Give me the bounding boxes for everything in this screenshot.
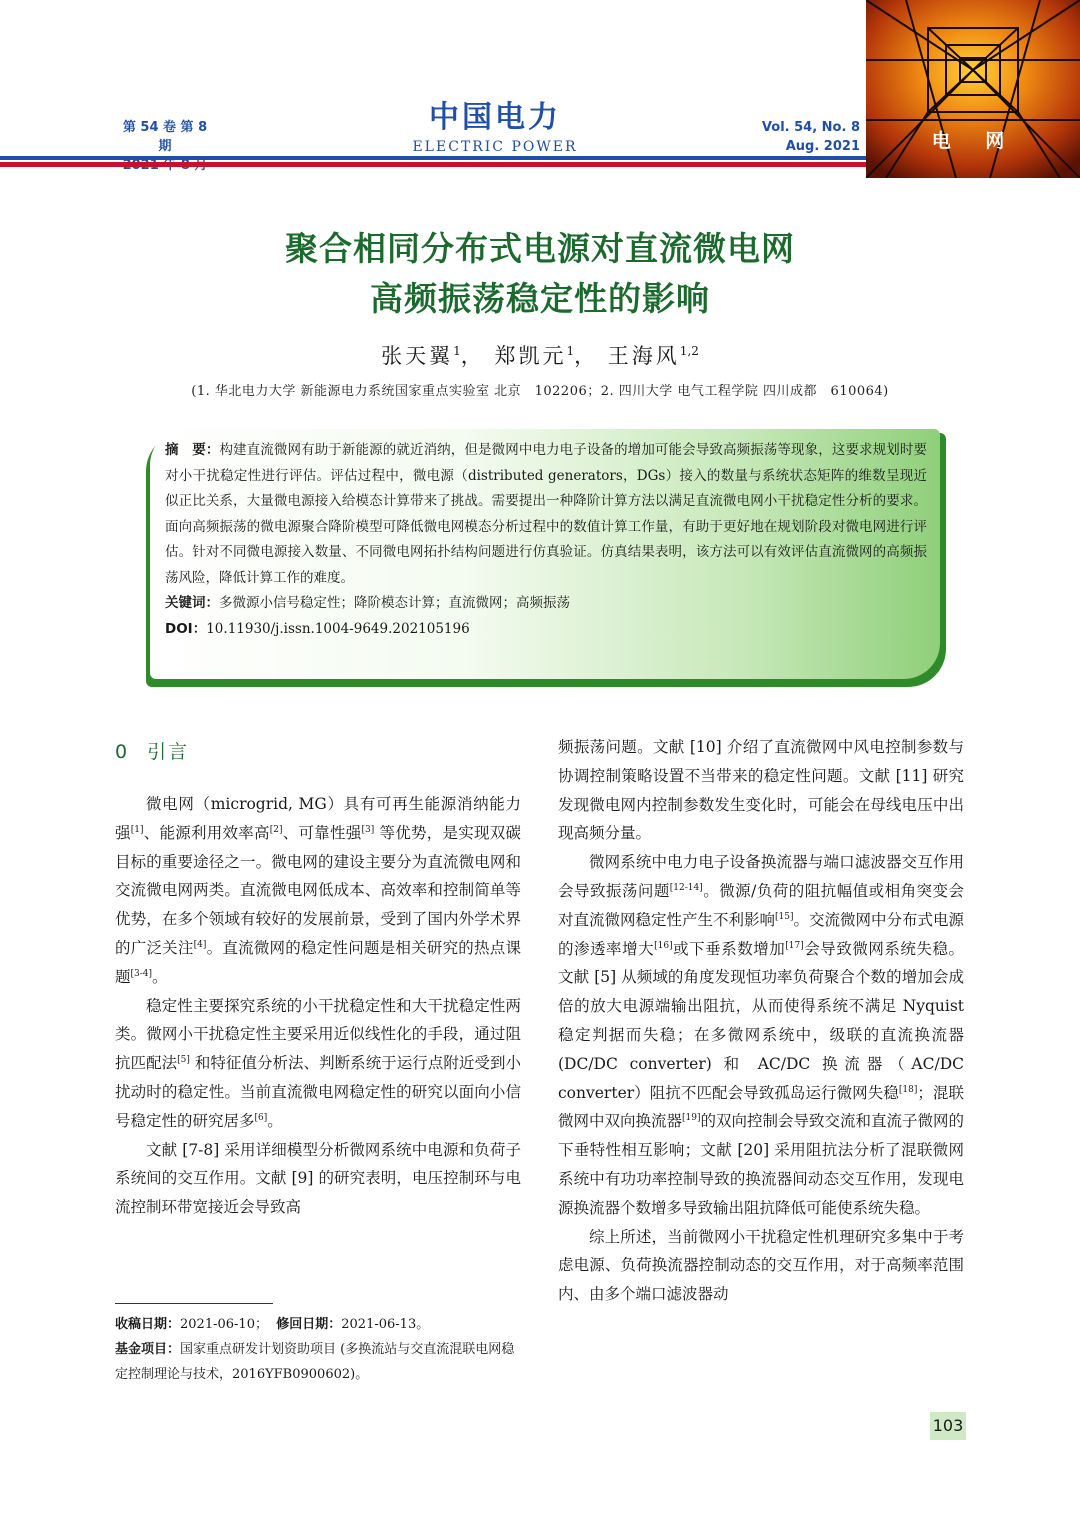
footnote: [115, 1312, 525, 1387]
footnote-dates: [115, 1312, 525, 1337]
citation-ref[interactable]: [3-4]: [130, 968, 153, 979]
footnote-rule: [115, 1303, 273, 1304]
keywords-text: 多微源小信号稳定性；降阶模态计算；直流微网；高频振荡: [219, 595, 570, 611]
article-title-line2: 高频振荡稳定性的影响: [370, 279, 710, 318]
citation-ref[interactable]: [15]: [775, 911, 794, 922]
received-label: 收稿日期：: [115, 1317, 181, 1332]
body-text-run: 文献 [7-8] 采用详细模型分析微网系统中电源和负荷子系统间的交互作用。文献 [9] 的研究表明，电压控制环与电流控制环带宽接近会导致高: [115, 1140, 521, 1217]
revised-label: 修回日期：: [276, 1317, 342, 1332]
author-affil-sup: 1: [453, 344, 461, 358]
author-separator: ，: [574, 344, 599, 368]
body-column-right: [558, 733, 964, 1309]
header-rule-red: [0, 162, 866, 167]
section-number: 0: [115, 741, 130, 763]
journal-name-cn: 中国电力: [429, 100, 561, 135]
abstract-content: [165, 438, 927, 642]
footnote-fund: [115, 1337, 525, 1387]
body-text-run: ；混联微网中双向换流器: [558, 1083, 964, 1131]
header-rule-blue: [0, 156, 866, 160]
citation-ref[interactable]: [17]: [785, 940, 804, 951]
citation-ref[interactable]: [12-14]: [669, 882, 703, 893]
abstract-label: 摘 要：: [165, 442, 220, 458]
author-name: 郑凯元: [494, 344, 567, 368]
citation-ref[interactable]: [5]: [177, 1055, 190, 1066]
citation-ref[interactable]: [1]: [130, 824, 144, 835]
citation-ref[interactable]: [6]: [254, 1112, 268, 1123]
doi-label: DOI：: [165, 620, 207, 637]
body-paragraph: [558, 733, 964, 848]
abstract-paragraph: [165, 438, 927, 591]
body-text-run: 频振荡问题。文献 [10] 介绍了直流微网中风电控制参数与协调控制策略设置不当带来的稳定性问题。文献 [11] 研究发现微电网内控制参数发生变化时，可能会在母线电压中出现高频分量。: [558, 738, 964, 843]
affiliations: (1. 华北电力大学 新能源电力系统国家重点实验室 北京 102206；2. 四川大学 电气工程学院 四川成都 610064): [191, 384, 889, 399]
body-text-run: 。: [267, 1111, 283, 1130]
body-text-run: 微网系统中电力电子设备换流器与端口滤波器交互作用会导致振荡问题: [558, 853, 964, 900]
body-text-run: 综上所述，当前微网小干扰稳定性机理研究多集中于考虑电源、负荷换流器控制动态的交互作用，对于高频率范围内、由多个端口滤波器动: [558, 1227, 964, 1304]
author-separator: ，: [460, 344, 485, 368]
body-text-run: 的双向控制会导致交流和直流子微网的下垂特性相互影响；文献 [20] 采用阻抗法分析了混联微网系统中有功功率控制导致的换流器间动态交互作用，发现电源换流器个数增多导致输出阻抗降低可能使系统失稳。: [558, 1112, 965, 1217]
abstract-text: 构建直流微网有助于新能源的就近消纳，但是微网中电力电子设备的增加可能会导致高频振荡等现象，这要求规划时要对小干扰稳定性进行评估。评估过程中，微电源（distributed generators，DGs）接入的数量与系统状态矩阵的维数呈现近似正比关系，大量微电源接入给模态计算带来了挑战。需要提出一种降阶计算方法以满足直流微电网小干扰稳定性分析的要求。面向高频振荡的微电源聚合降阶模型可降低微电网模态分析过程中的数值计算工作量，有助于更好地在规划阶段对微电网进行评估。针对不同微电源接入数量、不同微电网拓扑结构问题进行仿真验证。仿真结果表明，该方法可以有效评估直流微网的高频振荡风险，降低计算工作的难度。: [165, 442, 927, 586]
issue-number-en: Vol. 54, No. 8: [761, 120, 860, 135]
citation-ref[interactable]: [18]: [898, 1084, 918, 1095]
body-text-run: 微电网（microgrid, MG）具有可再生能源消纳能力强: [115, 795, 521, 842]
fund-label: 基金项目：: [115, 1342, 181, 1357]
received-date: 2021-06-10；: [180, 1317, 268, 1332]
revised-date: 2021-06-13。: [341, 1317, 430, 1332]
article-title: [140, 224, 940, 324]
doi-link[interactable]: 10.11930/j.issn.1004-9649.202105196: [206, 620, 470, 637]
journal-name-en: ELECTRIC POWER: [412, 139, 578, 155]
citation-ref[interactable]: [16]: [654, 940, 673, 951]
author-name: 张天翼: [381, 344, 454, 368]
body-text-run: 、能源利用效率高: [143, 823, 270, 842]
section-title: 引言: [147, 741, 190, 763]
issue-info-en: [760, 118, 860, 156]
issue-date-en: Aug. 2021: [785, 139, 860, 154]
body-text-run: 、可靠性强: [282, 823, 362, 842]
keywords-label: 关键词：: [165, 595, 219, 611]
citation-ref[interactable]: [4]: [193, 939, 207, 950]
body-text-run: 。交流微网中分布式电源的渗透率增大: [558, 910, 965, 958]
author-list: [140, 340, 940, 370]
fund-text: 国家重点研发计划资助项目 (多换流站与交直流混联电网稳定控制理论与技术，2016YFB0900602)。: [115, 1342, 515, 1382]
body-text-run: 等优势，是实现双碳目标的重要途径之一。微电网的建设主要分为直流微电网和交流微电网两类。直流微电网低成本、高效率和控制简单等优势，在多个领域有较好的发展前景，受到了国内外学术界的广泛关注: [115, 823, 521, 957]
author-name: 王海风: [607, 344, 680, 368]
body-text-run: 。微源/负荷的阻抗幅值或相角突变会对直流微网稳定性产生不利影响: [558, 881, 964, 929]
body-text-run: 。直流微网的稳定性问题是相关研究的热点课题: [115, 938, 521, 986]
body-paragraph: [558, 1223, 964, 1309]
article-title-line1: 聚合相同分布式电源对直流微电网: [285, 229, 795, 268]
body-text-run: 。: [152, 967, 168, 986]
doi-line: [165, 617, 927, 643]
body-paragraph: [115, 790, 521, 992]
citation-ref[interactable]: [19]: [682, 1113, 701, 1124]
citation-ref[interactable]: [2]: [269, 824, 283, 835]
section-heading: [115, 737, 189, 764]
issue-number-cn: 第 54 卷 第 8 期: [122, 120, 208, 154]
body-paragraph: [115, 1136, 521, 1222]
body-text-run: 稳定性主要探究系统的小干扰稳定性和大干扰稳定性两类。微网小干扰稳定性主要采用近似线性化的手段，通过阻抗匹配法: [115, 996, 521, 1073]
citation-ref[interactable]: [3]: [361, 824, 375, 835]
body-paragraph: [558, 848, 964, 1222]
body-text-run: 会导致微网系统失稳。文献 [5] 从频域的角度发现恒功率负荷聚合个数的增加会成倍的放大电源端输出阻抗，从而使得系统不满足 Nyquist 稳定判据而失稳；在多微网系统中，级联的直流换流器 (DC/DC converter) 和 AC/DC 换流器（AC/DC converter）阻抗不匹配会导致孤岛运行微网失稳: [558, 939, 964, 1102]
section-tag: 电 网: [931, 130, 1019, 152]
page-number: 103: [930, 1412, 966, 1440]
body-text-run: 或下垂系数增加: [672, 939, 786, 958]
author-affil-sup: 1: [566, 344, 575, 358]
keywords-line: [165, 591, 927, 617]
body-text-run: 和特征值分析法、判断系统于运行点附近受到小扰动时的稳定性。当前直流微电网稳定性的研究以面向小信号稳定性的研究居多: [115, 1054, 521, 1130]
body-paragraph: [115, 992, 521, 1136]
author-affil-sup: 1,2: [679, 344, 699, 358]
body-column-left: [115, 790, 521, 1222]
journal-masthead: [390, 100, 600, 156]
